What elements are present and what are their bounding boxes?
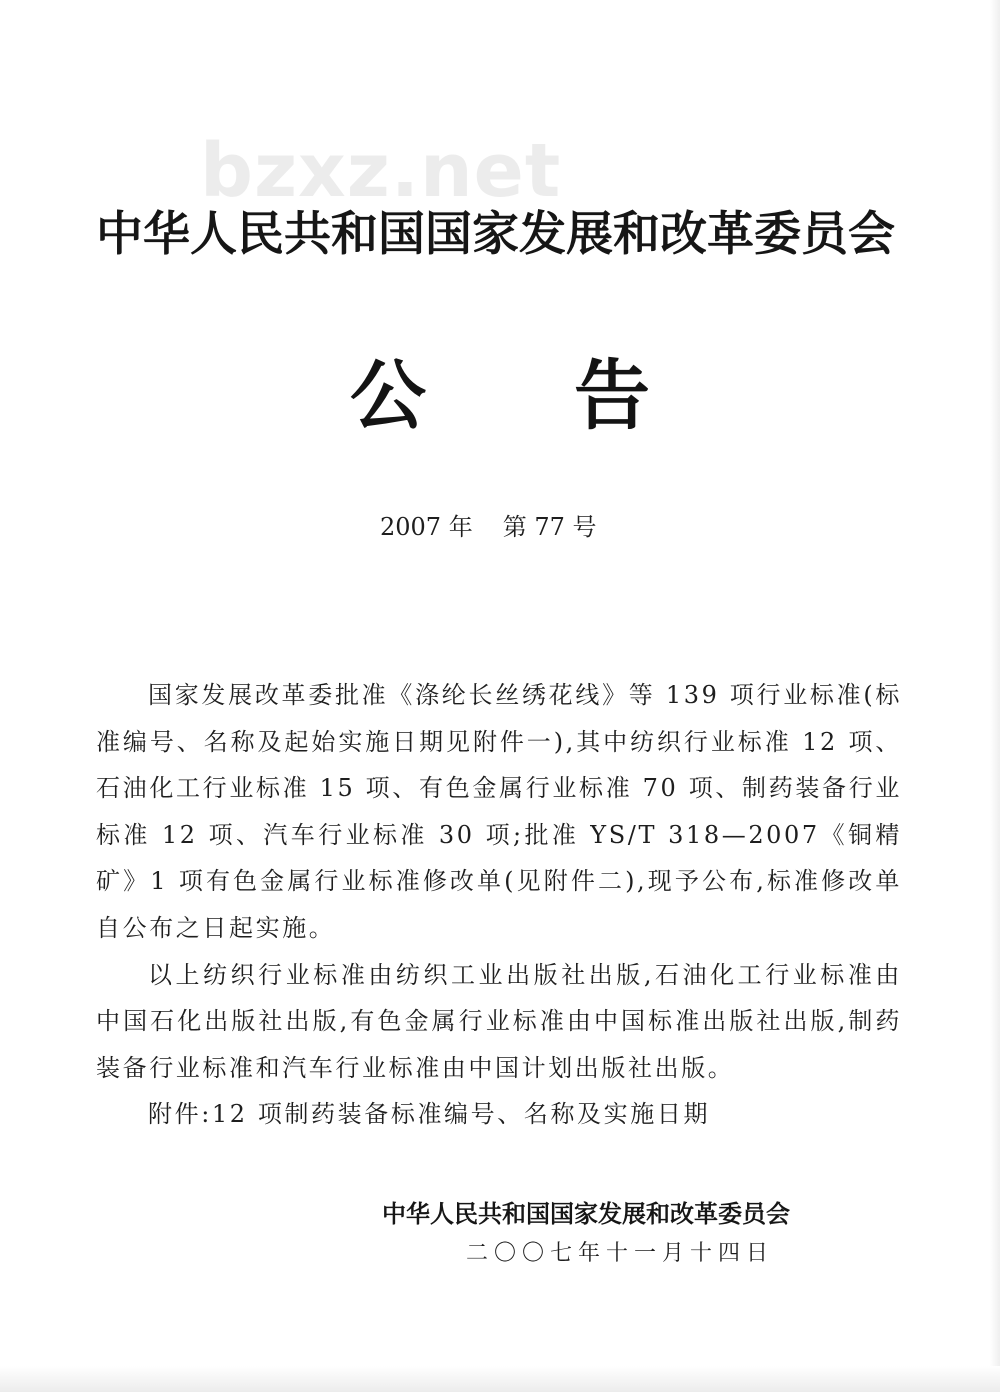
issue-date: 二〇〇七年十一月十四日	[466, 1241, 775, 1266]
document-serial: 第 77 号	[502, 513, 597, 541]
body-paragraph: 国家发展改革委批准《涤纶长丝绣花线》等 139 项行业标准(标准编号、名称及起始实施日期见附件一),其中纺织行业标准 12 项、石油化工行业标准 15 项、有色金属行业标准 70 项、制药装备行业标准 12 项、汽车行业标准 30 项;批准 YS/T 318—2007《铜精矿》1 项有色金属行业标准修改单(见附件二),现予公布,标准修改单自公布之日起实施。	[96, 681, 902, 942]
document-year: 2007 年	[380, 513, 473, 541]
signature-organization: 中华人民共和国国家发展和改革委员会	[382, 1200, 790, 1228]
notice-title	[350, 348, 650, 444]
attachment-line: 附件:12 项制药装备标准编号、名称及实施日期	[148, 1100, 711, 1129]
document-number	[380, 510, 640, 544]
page-edge-shadow-right	[990, 0, 1000, 1392]
notice-title-char-1: 公	[350, 351, 426, 440]
watermark-text: bzxz.net	[200, 128, 562, 214]
body-paragraph: 以上纺织行业标准由纺织工业出版社出版,石油化工行业标准由中国石化出版社出版,有色金属行业标准由中国标准出版社出版,制药装备行业标准和汽车行业标准由中国计划出版社出版。	[96, 960, 902, 1082]
issuing-organization-title: 中华人民共和国国家发展和改革委员会	[96, 207, 895, 262]
page-edge-shadow-bottom	[0, 1366, 1000, 1392]
notice-body	[96, 672, 902, 1138]
notice-title-char-2: 告	[574, 351, 650, 440]
